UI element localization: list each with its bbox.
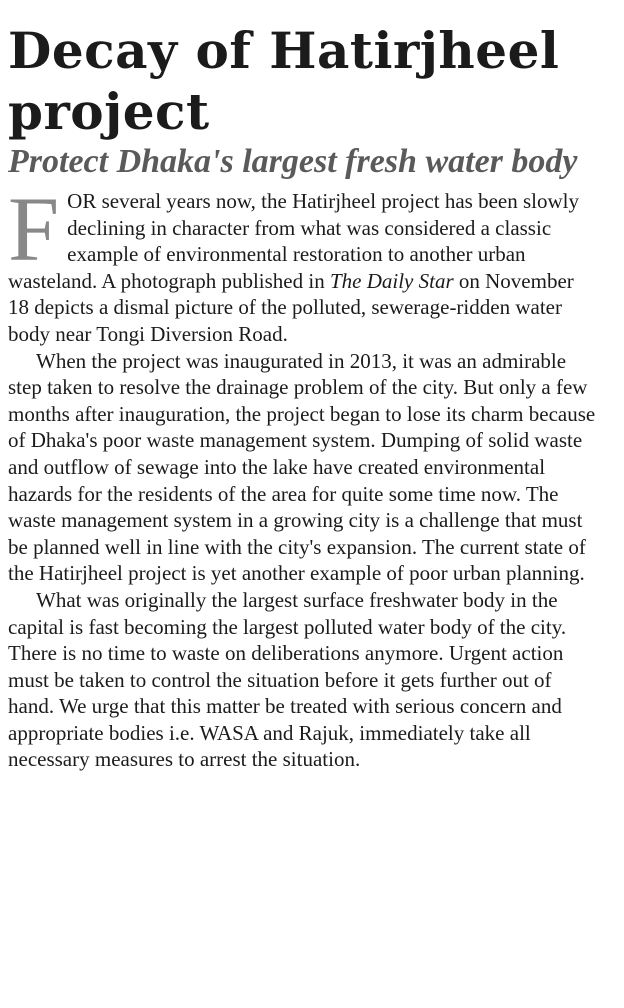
drop-cap: F xyxy=(8,178,60,280)
paragraph-1-text-a: OR several years now, the Hatirjheel project has been slowly declining in character from what was considered a classic example of environmental restoration to another urban wasteland. A photograph published in xyxy=(8,189,579,293)
paragraph-1-text-b: on November 18 depicts a dismal picture of the polluted, sewerage-ridden water body near Tongi Diversion Road. xyxy=(8,268,574,346)
paragraph-2: When the project was inaugurated in 2013, it was an admirable step taken to resolve the drainage problem of the city. But only a few months after inauguration, the project began to lose its charm because of Dhaka's poor waste management system. Dumping of solid waste and outflow of sewage into the lake have created environmental hazards for the residents of the area for quite some time now. The waste management system in a growing city is a challenge that must be planned well in line with the city's expansion. The current state of the Hatirjheel project is yet another example of poor urban planning. xyxy=(8,348,596,586)
newspaper-name: The Daily Star xyxy=(329,268,454,293)
headline: Decay of Hatirjheel project xyxy=(8,21,560,141)
subheadline: Protect Dhaka's largest fresh water body xyxy=(8,143,578,180)
editorial-article xyxy=(8,20,600,773)
paragraph-1 xyxy=(8,178,600,348)
paragraph-3: What was originally the largest surface freshwater body in the capital is fast becoming the largest polluted water body of the city. There is no time to waste on deliberations anymore. Urgent action must be taken to control the situation before it gets further out of hand. We urge that this matter be treated with serious concern and appropriate bodies i.e. WASA and Rajuk, immediately take all necessary measures to arrest the situation. xyxy=(8,587,567,772)
article-body xyxy=(8,178,600,773)
